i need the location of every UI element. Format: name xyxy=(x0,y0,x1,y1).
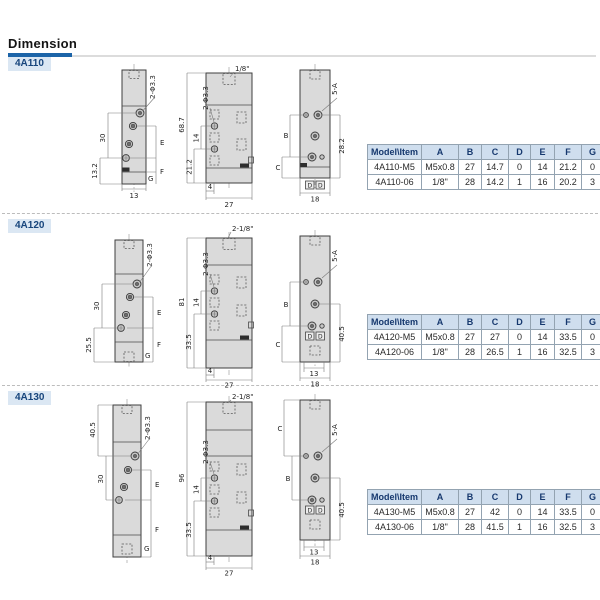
table-cell: 32.5 xyxy=(555,520,582,535)
dim-b: B xyxy=(283,132,289,140)
table-cell: 14.7 xyxy=(482,160,509,175)
table-cell: 4A130-M5 xyxy=(368,505,422,520)
dim-28-2: 28.2 xyxy=(338,138,346,154)
dim-40-5: 40.5 xyxy=(338,326,346,342)
table-cell: 4A120-06 xyxy=(368,345,422,360)
port-d1: D xyxy=(307,182,313,190)
valve-body-rear xyxy=(300,236,330,362)
table-header-cell: G xyxy=(582,490,600,505)
dim-e: E xyxy=(157,309,162,317)
rear-view-4a120 xyxy=(276,230,346,388)
drawing-4a110 xyxy=(60,60,360,210)
table-header-cell: F xyxy=(555,490,582,505)
table-row xyxy=(368,520,600,535)
dim-18: 18 xyxy=(310,380,320,388)
table-cell: 33.5 xyxy=(555,505,582,520)
table-cell: 33.5 xyxy=(555,330,582,345)
dim-f: F xyxy=(157,341,162,349)
table-header-cell: A xyxy=(422,315,459,330)
dim-c: C xyxy=(277,425,283,433)
dim-33-5: 33.5 xyxy=(185,522,193,538)
port-d2: D xyxy=(317,182,323,190)
table-row xyxy=(368,175,600,190)
table-cell: M5x0.8 xyxy=(422,330,459,345)
port-label: 2-1/8" xyxy=(232,393,254,401)
table-cell: 28 xyxy=(459,345,482,360)
table-cell: 21.2 xyxy=(555,160,582,175)
dim-14: 14 xyxy=(192,133,201,143)
dim-30: 30 xyxy=(93,301,101,311)
side-view-4a130 xyxy=(89,399,159,563)
hole-label: 5-A xyxy=(331,250,339,262)
dim-27: 27 xyxy=(224,569,234,576)
table-cell: 0 xyxy=(509,330,531,345)
dim-f: F xyxy=(155,526,160,534)
hole-label: 2-Φ3.3 xyxy=(149,75,157,99)
table-header-cell: E xyxy=(531,315,555,330)
hole-label: 2-Φ3.3 xyxy=(146,243,154,267)
table-cell: 41.5 xyxy=(482,520,509,535)
rear-view-4a110 xyxy=(276,64,346,204)
dimension-table-4a110 xyxy=(367,144,600,190)
table-cell: 14 xyxy=(531,505,555,520)
table-cell: 26.5 xyxy=(482,345,509,360)
section-label-4a120: 4A120 xyxy=(8,219,51,233)
table-header-cell: F xyxy=(555,315,582,330)
dim-81: 81 xyxy=(178,297,186,307)
table-header-cell: Model\Item xyxy=(368,145,422,160)
title-rule xyxy=(8,55,596,57)
dim-40-5: 40.5 xyxy=(89,422,97,438)
hole-label: 2-Φ3.3 xyxy=(202,252,210,276)
dim-18: 18 xyxy=(310,558,320,567)
table-cell: 3 xyxy=(582,175,600,190)
valve-body-front xyxy=(206,238,252,368)
dim-c: C xyxy=(275,164,281,172)
table-header-cell: G xyxy=(582,145,600,160)
hole-label: 5-A xyxy=(331,83,339,95)
table-cell: 14 xyxy=(531,330,555,345)
table-cell: 27 xyxy=(459,330,482,345)
table-cell: 20.2 xyxy=(555,175,582,190)
table-cell: 28 xyxy=(459,520,482,535)
dim-g: G xyxy=(144,545,150,553)
table-cell: M5x0.8 xyxy=(422,160,459,175)
table-cell: 14 xyxy=(531,160,555,175)
hole-label: 5-A xyxy=(331,424,339,436)
dim-96: 96 xyxy=(178,473,186,483)
table-cell: 27 xyxy=(459,505,482,520)
dim-e: E xyxy=(160,139,165,147)
table-header-cell: A xyxy=(422,490,459,505)
dim-40-5: 40.5 xyxy=(338,502,346,518)
table-cell: 27 xyxy=(459,160,482,175)
front-view-4a120 xyxy=(178,225,254,388)
table-header-cell: F xyxy=(555,145,582,160)
table-row xyxy=(368,505,600,520)
table-row xyxy=(368,330,600,345)
table-cell: 4A110-06 xyxy=(368,175,422,190)
dim-25-5: 25.5 xyxy=(85,337,93,353)
side-view-4a120 xyxy=(85,234,161,368)
section-label-4a130: 4A130 xyxy=(8,391,51,405)
table-cell: 1/8" xyxy=(422,345,459,360)
table-cell: 0 xyxy=(582,160,600,175)
dim-e: E xyxy=(155,481,160,489)
table-header-row xyxy=(368,315,600,330)
dim-13: 13 xyxy=(309,370,319,378)
table-cell: 0 xyxy=(582,330,600,345)
table-cell: 0 xyxy=(509,160,531,175)
table-cell: 16 xyxy=(531,345,555,360)
dimension-table-4a130 xyxy=(367,489,600,535)
front-view-4a130 xyxy=(178,393,254,576)
port-d1: D xyxy=(307,333,313,341)
page-title: Dimension xyxy=(8,36,78,51)
dim-30: 30 xyxy=(97,474,105,484)
table-cell: 0 xyxy=(509,505,531,520)
table-header-cell: B xyxy=(459,490,482,505)
table-cell: 27 xyxy=(482,330,509,345)
table-cell: 4A130-06 xyxy=(368,520,422,535)
dim-30: 30 xyxy=(99,133,107,143)
table-header-cell: D xyxy=(509,315,531,330)
dim-13: 13 xyxy=(129,192,139,200)
dim-27: 27 xyxy=(224,201,234,209)
table-cell: 3 xyxy=(582,520,600,535)
dim-b: B xyxy=(283,301,289,309)
dim-4: 4 xyxy=(207,183,213,191)
table-header-row xyxy=(368,145,600,160)
dim-33-5: 33.5 xyxy=(185,334,193,350)
section-label-4a110: 4A110 xyxy=(8,57,51,71)
table-row xyxy=(368,160,600,175)
table-row xyxy=(368,345,600,360)
table-cell: 4A110-M5 xyxy=(368,160,422,175)
dim-21-2: 21.2 xyxy=(185,159,194,175)
table-cell: 1 xyxy=(509,175,531,190)
valve-body-side xyxy=(115,240,143,362)
table-cell: 14.2 xyxy=(482,175,509,190)
port-label: 2-1/8" xyxy=(232,225,254,233)
drawing-4a120 xyxy=(60,222,360,388)
table-cell: 28 xyxy=(459,175,482,190)
side-view-4a110 xyxy=(91,64,164,200)
drawing-4a130 xyxy=(60,392,360,576)
table-cell: 16 xyxy=(531,520,555,535)
table-cell: 1/8" xyxy=(422,175,459,190)
dim-14: 14 xyxy=(192,485,201,494)
dim-13: 13 xyxy=(309,548,319,557)
table-cell: 1 xyxy=(509,345,531,360)
table-header-cell: D xyxy=(509,145,531,160)
table-header-cell: Model\Item xyxy=(368,315,422,330)
table-header-cell: C xyxy=(482,490,509,505)
rear-view-4a130 xyxy=(278,394,346,567)
table-cell: 1 xyxy=(509,520,531,535)
table-header-row xyxy=(368,490,600,505)
table-cell: M5x0.8 xyxy=(422,505,459,520)
table-header-cell: D xyxy=(509,490,531,505)
port-d2: D xyxy=(317,507,323,515)
dim-68-7: 68.7 xyxy=(178,117,186,133)
table-cell: 3 xyxy=(582,345,600,360)
table-header-cell: G xyxy=(582,315,600,330)
table-cell: 1/8" xyxy=(422,520,459,535)
hole-label: 2-Φ3.3 xyxy=(202,440,210,464)
table-header-cell: Model\Item xyxy=(368,490,422,505)
dim-c: C xyxy=(275,341,281,349)
dim-27: 27 xyxy=(224,381,234,388)
dim-14: 14 xyxy=(192,298,201,307)
dim-f: F xyxy=(160,168,165,176)
valve-body-rear xyxy=(300,70,330,178)
dim-b: B xyxy=(285,475,291,483)
dimension-table-4a120 xyxy=(367,314,600,360)
hole-label: 2-Φ3.3 xyxy=(202,86,210,110)
table-header-cell: B xyxy=(459,315,482,330)
hole-label: 2-Φ3.3 xyxy=(144,416,152,440)
valve-body-rear xyxy=(300,400,330,540)
front-view-4a110 xyxy=(178,65,254,209)
table-cell: 42 xyxy=(482,505,509,520)
dim-g: G xyxy=(148,175,154,183)
port-label: 1/8" xyxy=(235,65,250,73)
dim-13-2: 13.2 xyxy=(91,163,99,179)
table-header-cell: E xyxy=(531,145,555,160)
table-cell: 32.5 xyxy=(555,345,582,360)
port-d2: D xyxy=(317,333,323,341)
table-cell: 0 xyxy=(582,505,600,520)
table-header-cell: B xyxy=(459,145,482,160)
dim-4: 4 xyxy=(207,367,213,375)
table-header-cell: E xyxy=(531,490,555,505)
dim-g: G xyxy=(145,352,151,360)
dim-18: 18 xyxy=(310,195,320,204)
section-separator-1 xyxy=(2,213,598,214)
valve-body-side xyxy=(113,405,141,557)
table-header-cell: A xyxy=(422,145,459,160)
table-cell: 4A120-M5 xyxy=(368,330,422,345)
table-header-cell: C xyxy=(482,145,509,160)
table-header-cell: C xyxy=(482,315,509,330)
table-cell: 16 xyxy=(531,175,555,190)
dim-4: 4 xyxy=(207,554,213,562)
port-d1: D xyxy=(307,507,313,515)
